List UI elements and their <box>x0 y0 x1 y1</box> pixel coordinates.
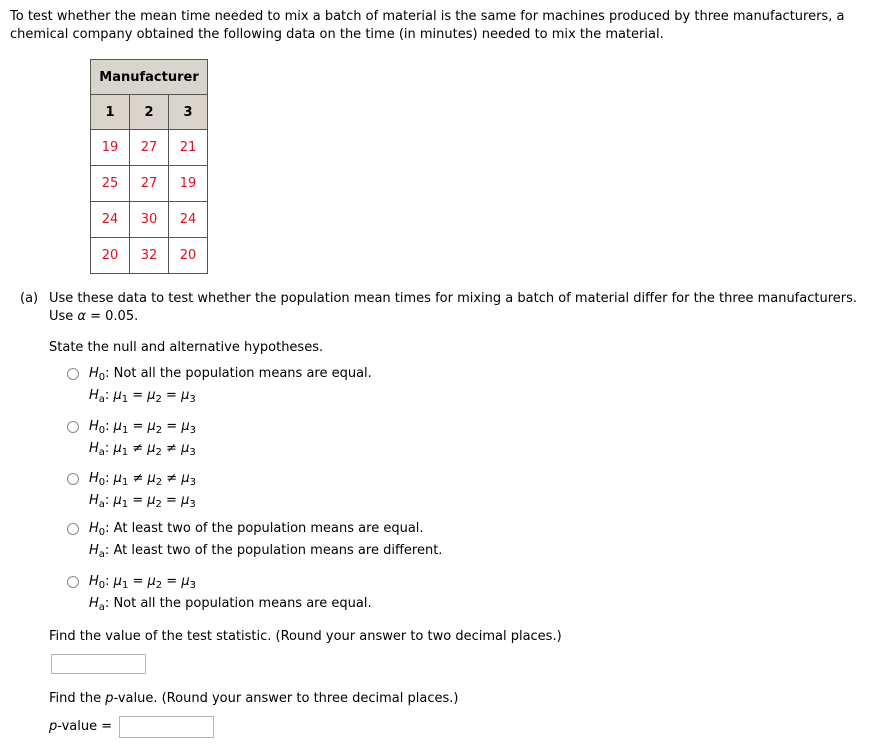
manufacturer-table <box>90 59 208 274</box>
column-header-1: 1 <box>91 95 130 130</box>
radio-button[interactable] <box>67 473 79 485</box>
table-cell: 24 <box>169 202 208 238</box>
table-row <box>91 130 208 166</box>
option-4-ha: At least two of the population means are different. <box>113 543 443 558</box>
radio-button[interactable] <box>67 576 79 588</box>
radio-button[interactable] <box>67 368 79 380</box>
test-statistic-input[interactable] <box>51 654 146 674</box>
p-value-label: p-value = <box>49 719 113 734</box>
radio-button[interactable] <box>67 421 79 433</box>
column-header-2: 2 <box>130 95 169 130</box>
table-cell: 21 <box>169 130 208 166</box>
table-cell: 24 <box>91 202 130 238</box>
table-cell: 19 <box>169 166 208 202</box>
option-5-ha: Not all the population means are equal. <box>113 596 372 611</box>
part-a-label: (a) <box>20 291 39 306</box>
p-value-input[interactable] <box>119 716 214 738</box>
table-cell: 20 <box>169 238 208 274</box>
option-1-h0: Not all the population means are equal. <box>113 366 372 381</box>
table-cell: 32 <box>130 238 169 274</box>
table-row <box>91 202 208 238</box>
option-4-h0: At least two of the population means are equal. <box>113 521 424 536</box>
table-cell: 25 <box>91 166 130 202</box>
table-row <box>91 166 208 202</box>
radio-button[interactable] <box>67 523 79 535</box>
state-hypotheses-prompt: State the null and alternative hypotheses. <box>49 340 324 355</box>
p-value-prompt: Find the p-value. (Round your answer to three decimal places.) <box>49 691 459 706</box>
table-row <box>91 238 208 274</box>
table-cell: 19 <box>91 130 130 166</box>
table-header: Manufacturer <box>91 60 208 95</box>
column-header-3: 3 <box>169 95 208 130</box>
part-a-text: Use these data to test whether the population mean times for mixing a batch of material differ for the three manufacturers. Use α = 0.05. <box>49 291 858 324</box>
problem-intro: To test whether the mean time needed to mix a batch of material is the same for machines produced by three manufacturers, a chemical company obtained the following data on the time (in minutes) needed to mix the material. <box>10 9 845 42</box>
table-cell: 30 <box>130 202 169 238</box>
test-statistic-prompt: Find the value of the test statistic. (Round your answer to two decimal places.) <box>49 629 562 644</box>
table-cell: 27 <box>130 130 169 166</box>
alpha-symbol: α <box>77 309 86 324</box>
table-cell: 20 <box>91 238 130 274</box>
table-cell: 27 <box>130 166 169 202</box>
